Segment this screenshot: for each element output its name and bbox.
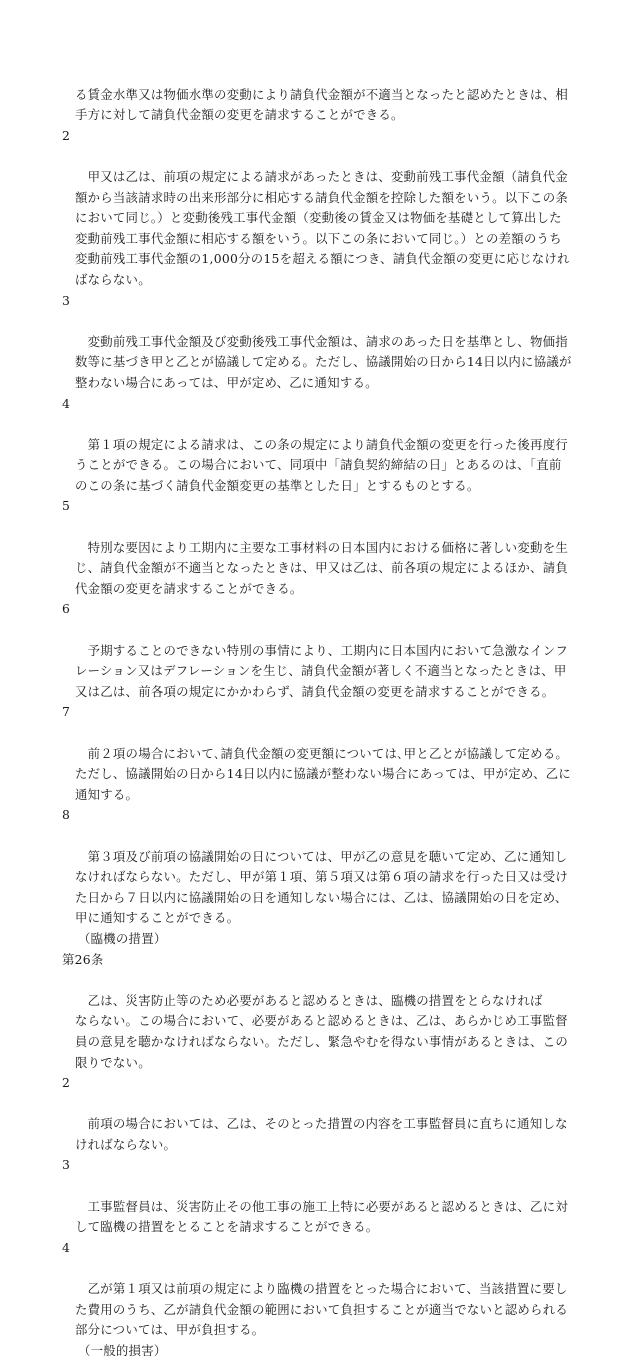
paragraph-4: [0, 394, 630, 497]
paragraph-number: 8: [62, 807, 71, 823]
paragraph-text: 乙が第１項又は前項の規定により臨機の措置をとった場合において、当該措置に要し た費用のうち、乙が請負代金額の範囲において負担することが適当でないと認められる 部分については、甲が負担する。: [75, 1281, 568, 1338]
article-26: [0, 950, 630, 1074]
paragraph-3: [0, 291, 630, 394]
paragraph-8: [0, 805, 630, 929]
paragraph-text: 予期することのできない特別の事情により、工期内に日本国内において急激なインフ レーション又はデフレーションを生じ、請負代金額が著しく不適当となったときは、甲 又は乙は、前各項の規定にかかわらず、請負代金額の変更を請求することができる。: [75, 642, 568, 699]
article-text: 乙は、災害防止等のため必要があると認めるときは、臨機の措置をとらなければ ならない。この場合において、必要があると認めるときは、乙は、あらかじめ工事監督 員の意見を聴かなければならない。ただし、緊急やむを得ない事情があるときは、この 限りでない。: [75, 992, 568, 1070]
paragraph-text: 第３項及び前項の協議開始の日については、甲が乙の意見を聴いて定め、乙に通知し なければならない。ただし、甲が第１項、第５項又は第６項の請求を行った日又は受け た日から７日以内に協議開始の日を通知しない場合には、乙は、協議開始の日を定め、 甲に通知することができる。: [75, 848, 568, 926]
paragraph-number: 4: [62, 395, 71, 411]
paragraph-number: 2: [62, 1075, 71, 1091]
paragraph-text: 工事監督員は、災害防止その他工事の施工上特に必要があると認めるときは、乙に対 して臨機の措置をとることを請求することができる。: [75, 1198, 568, 1235]
paragraph-number: 3: [62, 292, 71, 308]
paragraph-number: 2: [62, 127, 71, 143]
paragraph-7: [0, 702, 630, 805]
article-26-paragraph-4: [0, 1238, 630, 1341]
paragraph-5: [0, 496, 630, 599]
article-26-paragraph-2: [0, 1073, 630, 1155]
paragraph-6: [0, 599, 630, 702]
paragraph-2: [0, 126, 630, 291]
paragraph-text: 変動前残工事代金額及び変動後残工事代金額は、請求のあった日を基準とし、物価指 数等に基づき甲と乙とが協議して定める。ただし、協議開始の日から14日以内に協議が 整わない場合にあっては、甲が定め、乙に通知する。: [75, 333, 572, 390]
paragraph-text: 第１項の規定による請求は、この条の規定により請負代金額の変更を行った後再度行 うことができる。この場合において、同項中「請負契約締結の日」とあるのは、「直前 のこの条に基づく請負代金額変更の基準とした日」とするものとする。: [75, 436, 568, 493]
paragraph-text: 前２項の場合において､請負代金額の変更額については､甲と乙とが協議して定める。 ただし、協議開始の日から14日以内に協議が整わない場合にあっては、甲が定め、乙に 通知する。: [75, 745, 571, 802]
paragraph-text: る賃金水準又は物価水準の変動により請負代金額が不適当となったと認めたときは、相 手方に対して請負代金額の変更を請求することができる。: [75, 86, 568, 123]
paragraph-number: 3: [62, 1157, 71, 1173]
paragraph-text: 甲又は乙は、前項の規定による請求があったときは、変動前残工事代金額（請負代金 額から当該請求時の出来形部分に相応する請負代金額を控除した額をいう。以下この条 において同じ。）と変動後残工事代金額（変動後の賃金又は物価を基礎として算出した 変動前残工事代金額に相応する額をいう。以下この条において同じ。）との差額のうち 変動前残工事代金額の1,000分の15を超える額につき、請負代金額の変更に応じなけれ ばならない。: [75, 168, 570, 287]
section-heading-ippan: （一般的損害）: [78, 1342, 167, 1358]
article-number: 第26条: [62, 951, 104, 967]
paragraph-number: 7: [62, 704, 71, 720]
paragraph-number: 6: [62, 601, 71, 617]
paragraph-number: 4: [62, 1239, 71, 1255]
paragraph-text: 特別な要因により工期内に主要な工事材料の日本国内における価格に著しい変動を生 じ、請負代金額が不適当となったときは、甲又は乙は、前各項の規定によるほか、請負 代金額の変更を請求することができる。: [75, 539, 568, 596]
paragraph-number: 5: [62, 498, 71, 514]
paragraph-continuation: [0, 64, 630, 126]
paragraph-text: 前項の場合においては、乙は、そのとった措置の内容を工事監督員に直ちに通知しな ければならない。: [75, 1116, 568, 1152]
section-heading-rinki: （臨機の措置）: [78, 930, 167, 946]
article-26-paragraph-3: [0, 1155, 630, 1237]
